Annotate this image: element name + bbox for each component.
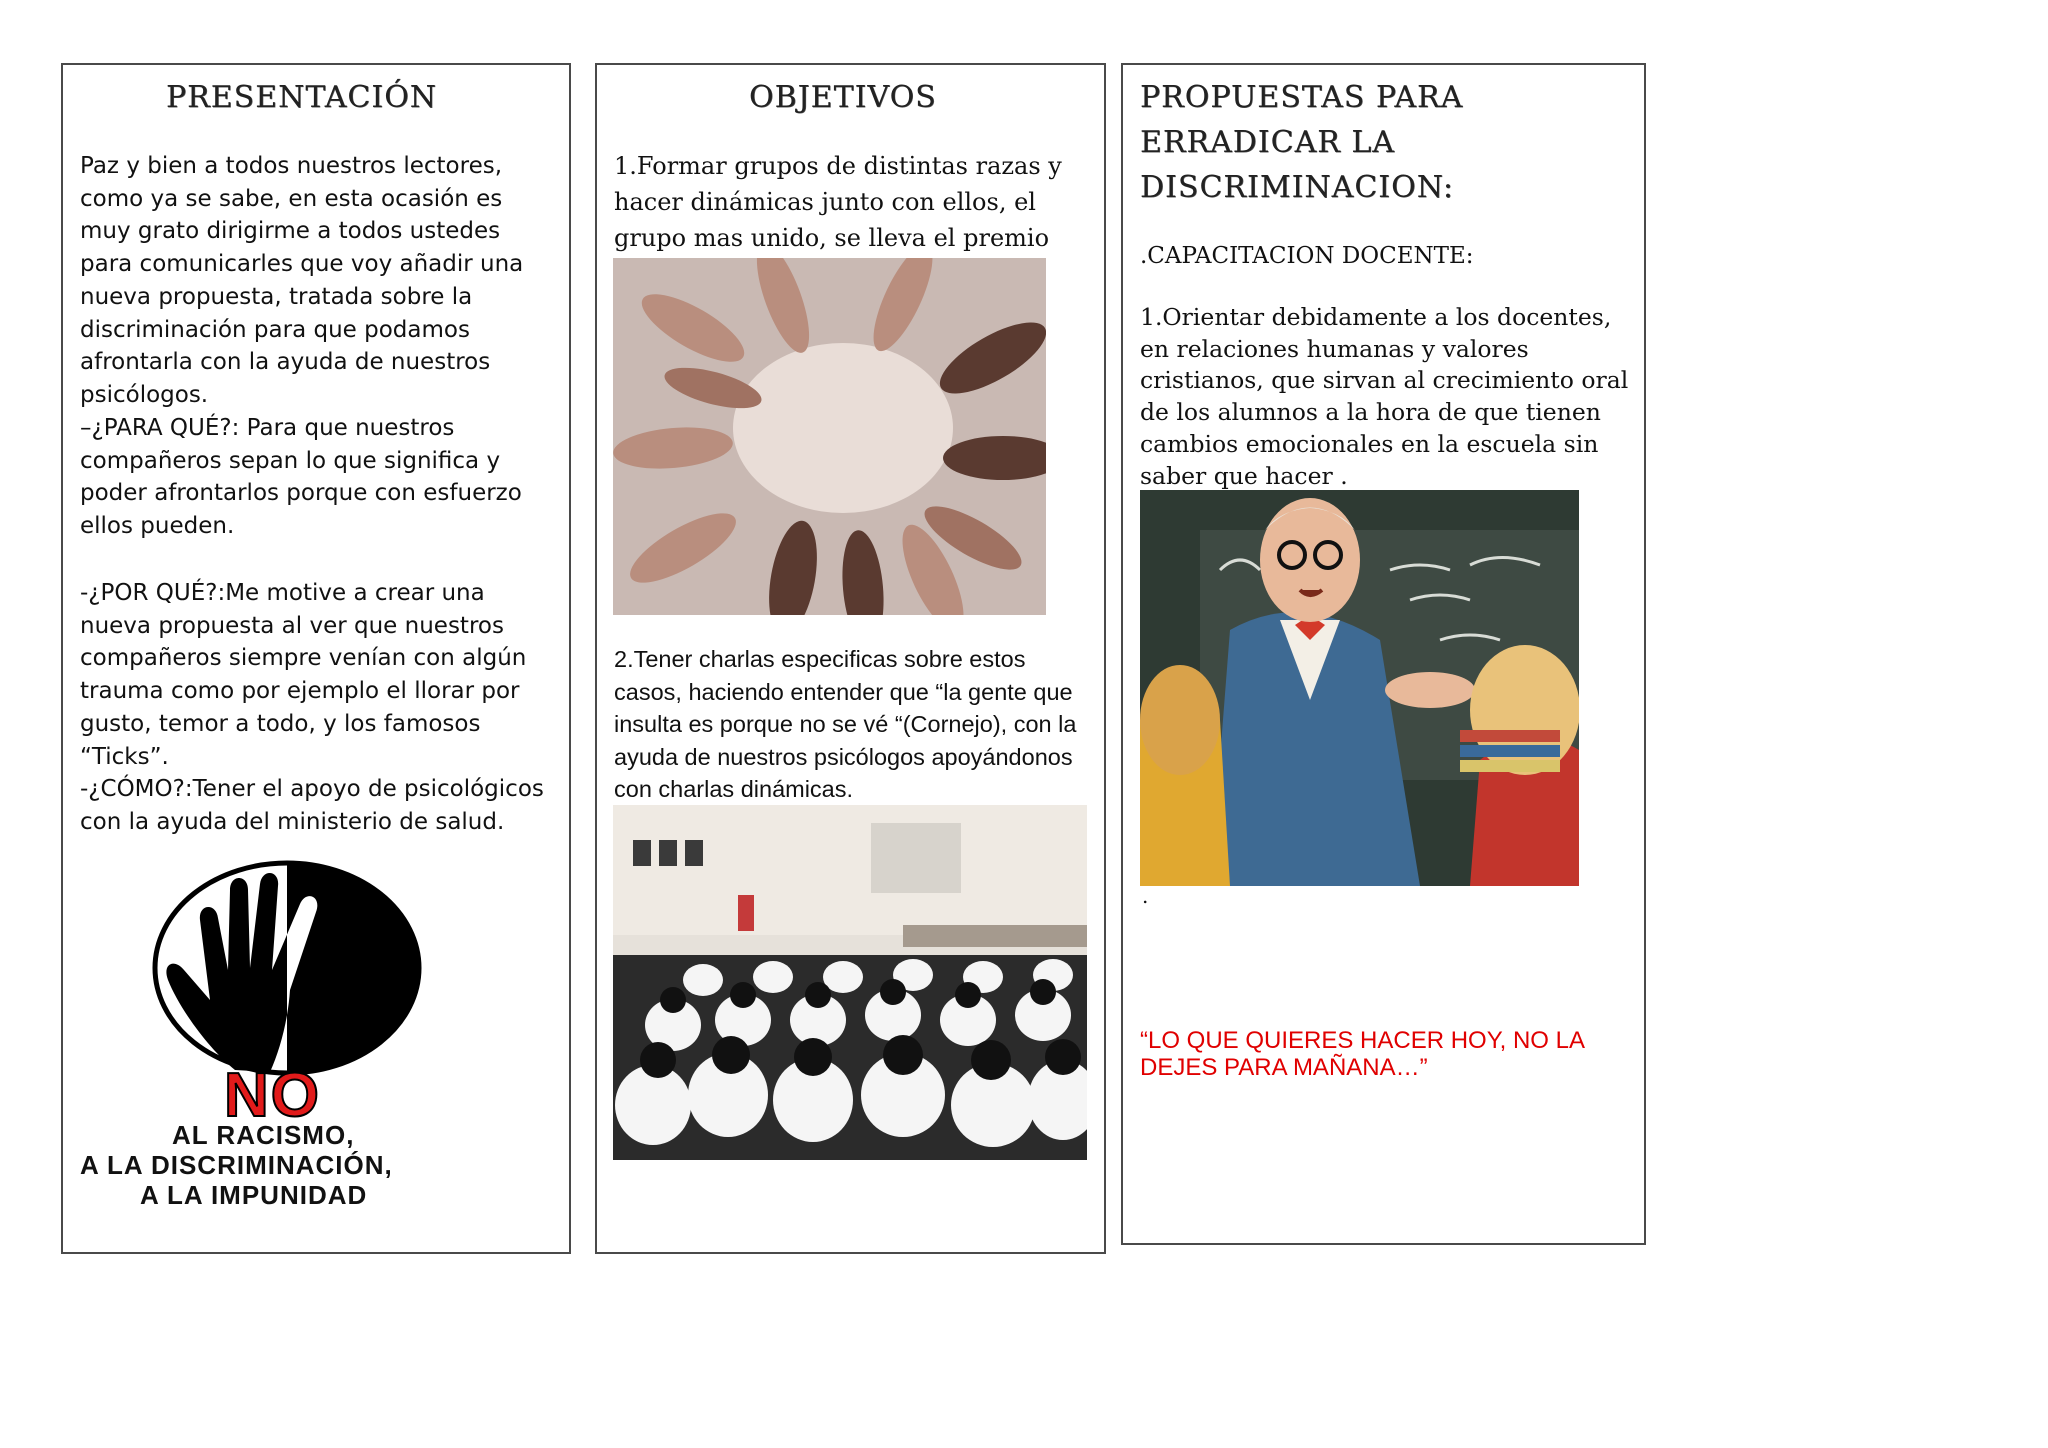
- logo-line1: AL RACISMO,: [172, 1120, 355, 1150]
- logo-line2: A LA DISCRIMINACIÓN,: [80, 1150, 393, 1180]
- propuestas-title-line3: DISCRIMINACION:: [1140, 170, 1455, 205]
- stray-dot: .: [1142, 884, 1149, 908]
- presentacion-intro: Paz y bien a todos nuestros lectores, como ya se sabe, en esta ocasión es muy grato dirigirme a todos ustedes para comunicarles que voy añadir una nueva propuesta, tratada sobre la discriminación para que podamos afrontarla con la ayuda de nuestros psicólogos.: [80, 153, 524, 408]
- closing-quote: “LO QUE QUIERES HACER HOY, NO LA DEJES PARA MAÑANA…”: [1140, 1027, 1584, 1081]
- propuestas-title-line2: ERRADICAR LA: [1140, 125, 1395, 160]
- objetivo-2: 2.Tener charlas especificas sobre estos casos, haciendo entender que “la gente que insulta es porque no se vé “(Cornejo), con la ayuda de nuestros psicólogos apoyándonos con charlas dinámicas.: [614, 646, 1077, 802]
- classroom-talk-photo: [613, 805, 1087, 1160]
- presentacion-por-que: -¿POR QUÉ?:Me motive a crear una nueva propuesta al ver que nuestros compañeros siempre venían con algún trauma como por ejemplo el llorar por gusto, temor a todo, y los famosos “Ticks”.: [80, 580, 527, 770]
- logo-no-text: NO: [224, 1061, 321, 1130]
- presentacion-title: PRESENTACIÓN: [166, 80, 438, 115]
- presentacion-como: -¿CÓMO?:Tener el apoyo de psicológicos con la ayuda del ministerio de salud.: [80, 776, 544, 835]
- capacitacion-heading: .CAPACITACION DOCENTE:: [1140, 243, 1474, 269]
- objetivos-title: OBJETIVOS: [749, 80, 937, 115]
- propuestas-title-line1: PROPUESTAS PARA: [1140, 80, 1464, 115]
- presentacion-para-que: –¿PARA QUÉ?: Para que nuestros compañeros sepan lo que significa y poder afrontarlos porque con esfuerzo ellos pueden.: [80, 415, 522, 540]
- logo-line3: A LA IMPUNIDAD: [140, 1180, 368, 1210]
- no-racism-hand-logo: [140, 860, 430, 1092]
- hands-circle-photo: [613, 258, 1046, 615]
- objetivo-1: 1.Formar grupos de distintas razas y hacer dinámicas junto con ellos, el grupo mas unido, se lleva el premio: [614, 152, 1062, 252]
- teacher-illustration: [1140, 490, 1579, 886]
- propuesta-item-1: 1.Orientar debidamente a los docentes, en relaciones humanas y valores cristianos, que sirvan al crecimiento oral de los alumnos a la hora de que tienen cambios emocionales en la escuela sin saber que hacer .: [1140, 303, 1629, 490]
